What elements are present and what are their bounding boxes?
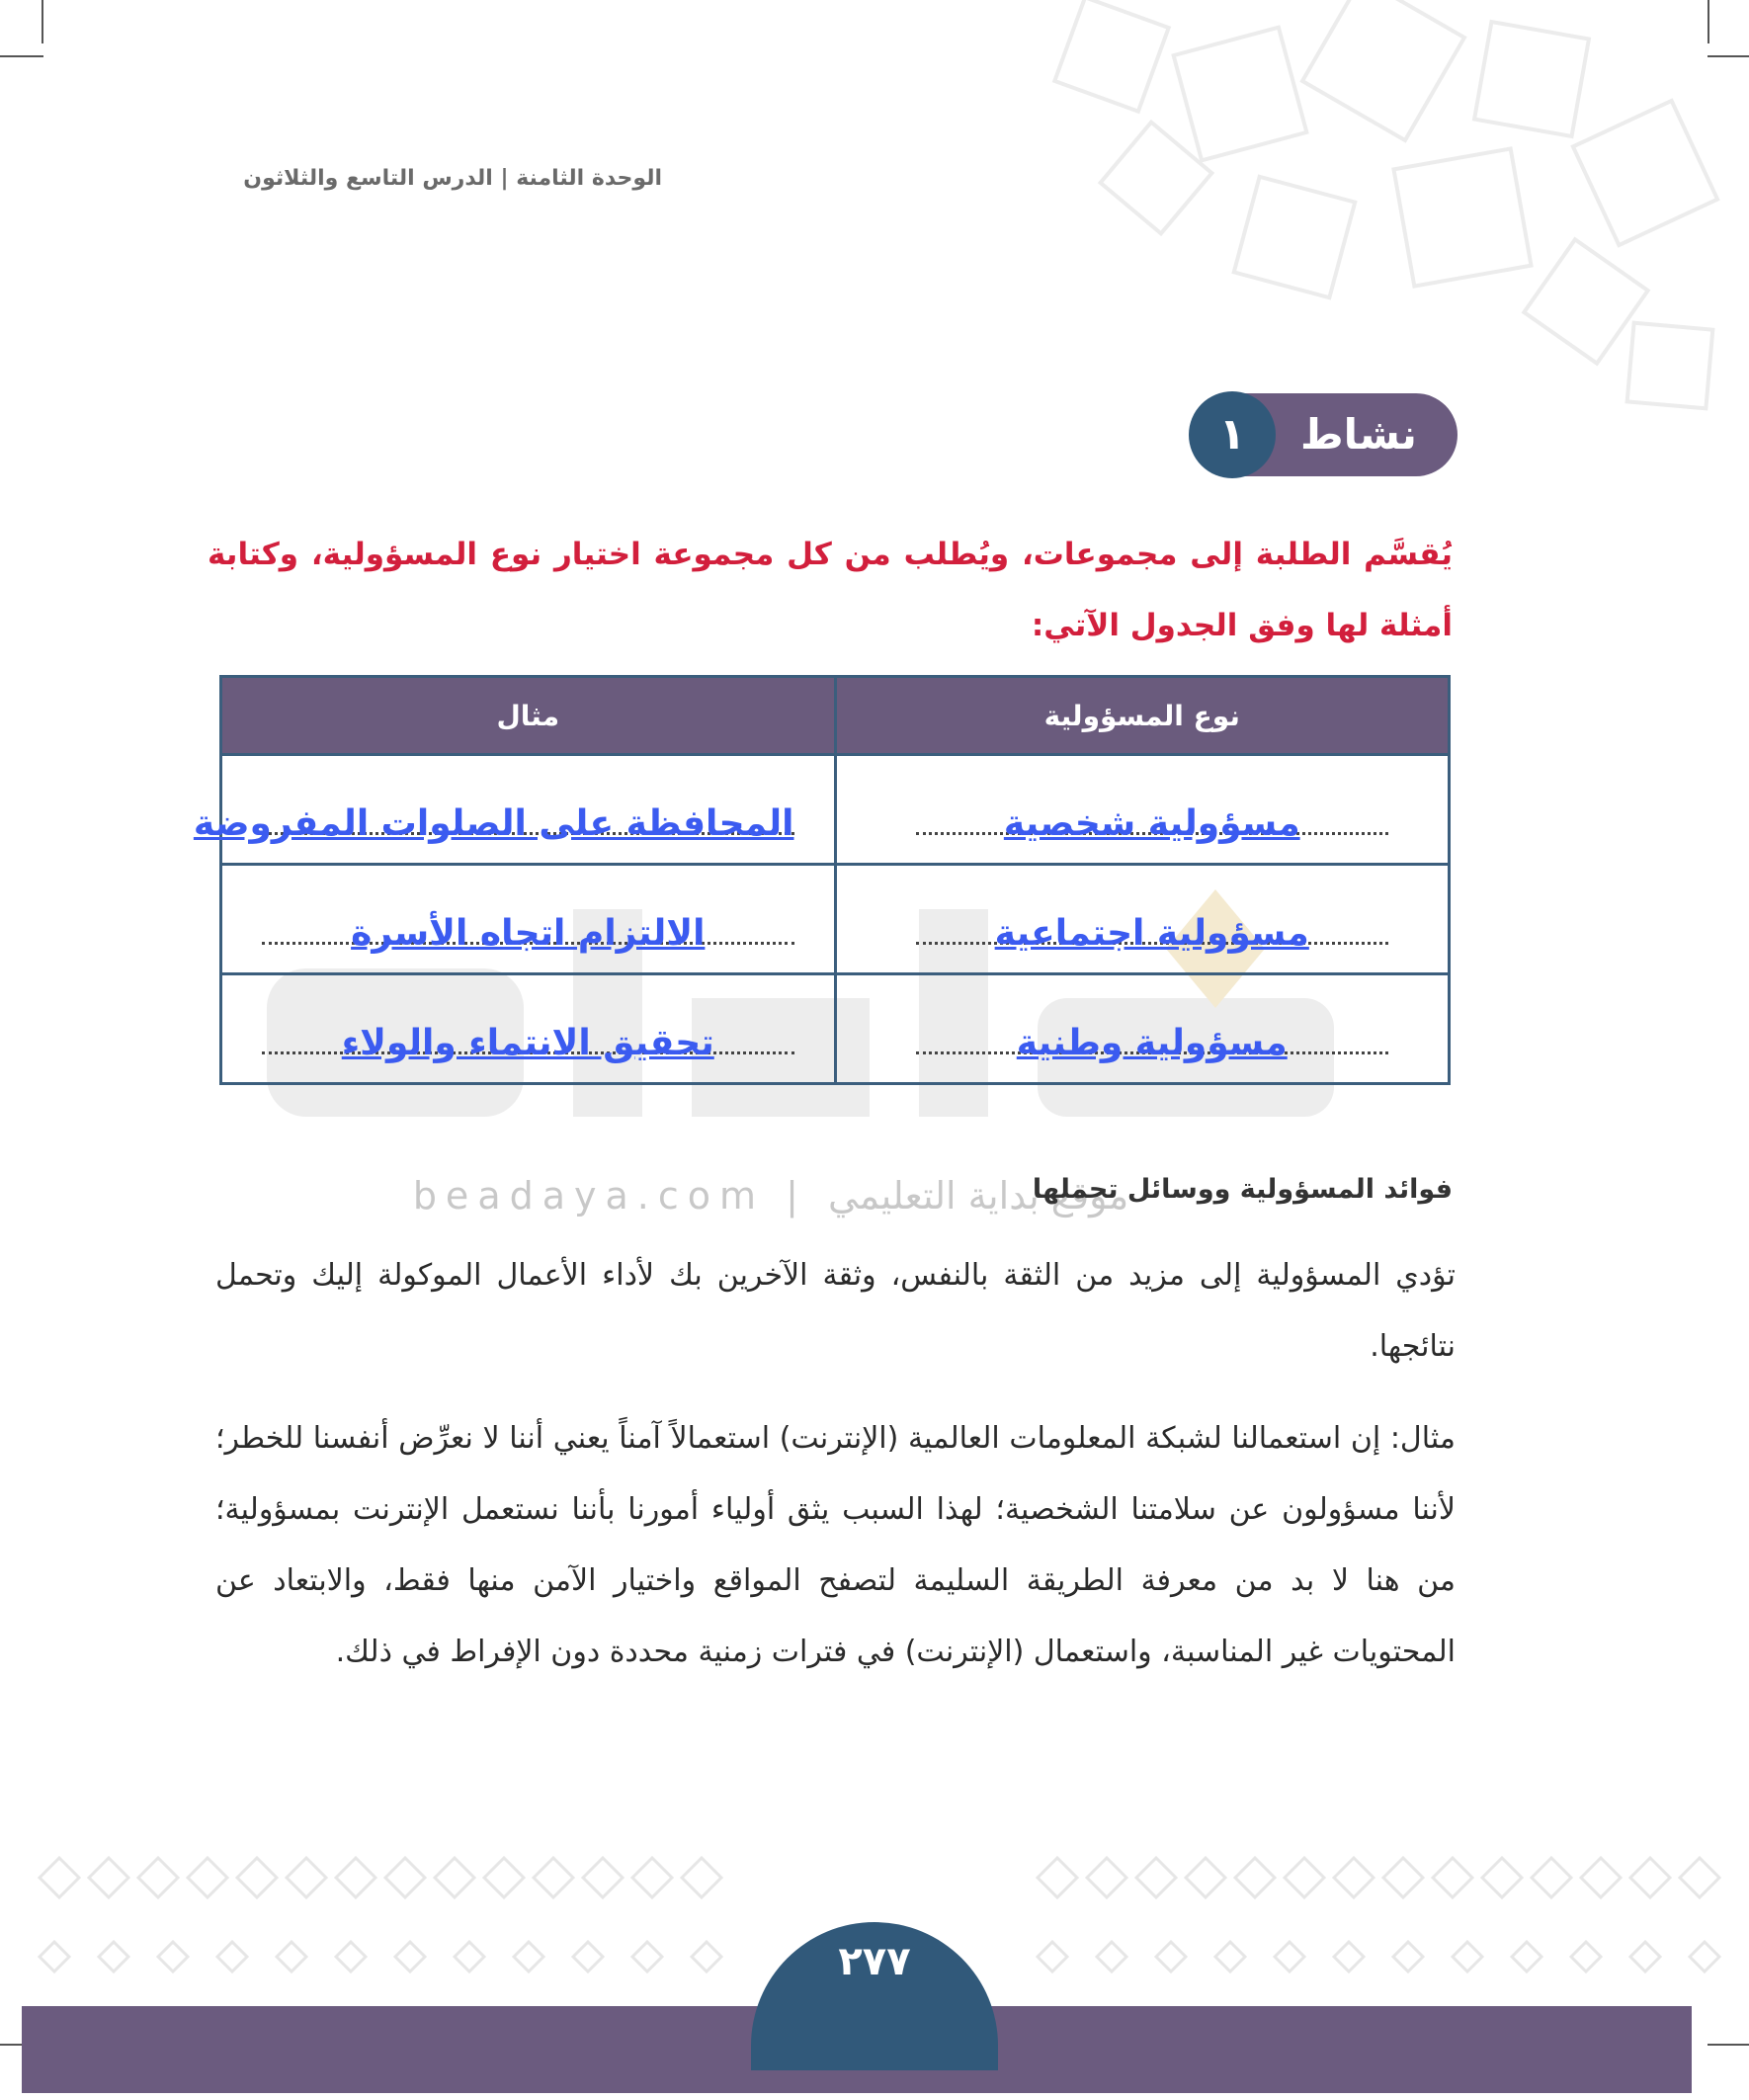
table-header-row bbox=[221, 677, 1450, 755]
section-title: فوائد المسؤولية ووسائل تحملها bbox=[1032, 1174, 1453, 1205]
handwritten-answer: تحقيق الانتماء والولاء bbox=[341, 1022, 714, 1063]
table-row bbox=[221, 865, 1450, 974]
handwritten-answer: المحافظة على الصلوات المفروضة bbox=[193, 802, 794, 844]
page-number: ٢٧٧ bbox=[838, 1939, 911, 1984]
example-cell bbox=[221, 974, 836, 1084]
header-type: نوع المسؤولية bbox=[835, 677, 1450, 755]
activity-label: نشاط bbox=[1300, 410, 1417, 459]
handwritten-answer: مسؤولية اجتماعية bbox=[994, 912, 1309, 954]
example-cell bbox=[221, 865, 836, 974]
type-cell bbox=[835, 974, 1450, 1084]
activity-instruction: يُقسَّم الطلبة إلى مجموعات، ويُطلب من كل مجموعة اختيار نوع المسؤولية، وكتابة أمثلة لها وفق الجدول الآتي: bbox=[208, 537, 1453, 643]
example-cell bbox=[193, 755, 836, 865]
unit-lesson-header: الوحدة الثامنة | الدرس التاسع والثلاثون bbox=[243, 166, 662, 191]
paragraph: تؤدي المسؤولية إلى مزيد من الثقة بالنفس، وثقة الآخرين بك لأداء الأعمال الموكولة إليك وتحمل نتائجها. bbox=[215, 1258, 1456, 1364]
handwritten-answer: مسؤولية وطنية bbox=[1016, 1022, 1288, 1063]
header-example: مثال bbox=[221, 677, 836, 755]
paragraph: مثال: إن استعمالنا لشبكة المعلومات العالمية (الإنترنت) استعمالاً آمناً يعني أننا لا نعرِّض أنفسنا للخطر؛ لأننا مسؤولون عن سلامتنا الشخصية؛ لهذا السبب يثق أولياء أمورنا بأننا نستعمل الإنترنت بمسؤولية؛ من هنا لا بد من معرفة الطريقة السليمة لتصفح المواقع واختيار الآمن منها فقط، والابتعاد عن المحتويات غير المناسبة، واستعمال (الإنترنت) في فترات زمنية محددة دون الإفراط في ذلك. bbox=[215, 1421, 1456, 1669]
handwritten-answer: مسؤولية شخصية bbox=[1003, 802, 1300, 844]
handwritten-answer: الالتزام اتجاه الأسرة bbox=[351, 912, 706, 954]
table-row bbox=[221, 974, 1450, 1084]
watermark-text: beadaya.com | موقع بداية التعليمي bbox=[412, 1174, 1129, 1218]
type-cell bbox=[835, 755, 1450, 865]
table-row bbox=[221, 755, 1450, 865]
responsibility-table bbox=[193, 675, 1451, 1085]
activity-number: ١ bbox=[1189, 391, 1276, 478]
type-cell bbox=[835, 865, 1450, 974]
